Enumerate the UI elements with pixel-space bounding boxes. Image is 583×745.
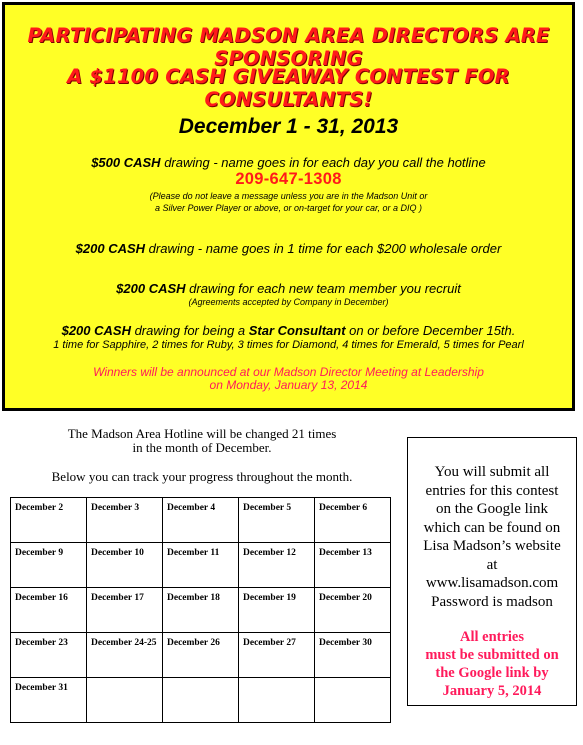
website-url: www.lisamadson.com <box>425 575 559 591</box>
submission-line: You will submit all <box>434 464 550 480</box>
calendar-cell: December 18 <box>163 588 239 633</box>
submission-line: on the Google link <box>435 501 549 517</box>
calendar-cell <box>239 678 315 723</box>
prize-recruit-amount: $200 CASH <box>116 281 186 296</box>
banner-title-line-2: A $1100 CASH GIVEAWAY CONTEST FOR CONSULTANTS! <box>67 65 510 111</box>
calendar-cell: December 31 <box>11 678 87 723</box>
star-times-line: 1 time for Sapphire, 2 times for Ruby, 3 times for Diamond, 4 times for Emerald, 5 times for Pearl <box>53 339 524 351</box>
calendar-row <box>11 498 391 543</box>
calendar-cell: December 3 <box>87 498 163 543</box>
hotline-phone: 209-647-1308 <box>235 170 342 188</box>
submission-line: entries for this contest <box>425 482 559 499</box>
prize-recruit-note: (Agreements accepted by Company in December) <box>188 297 389 307</box>
prize-wholesale-line <box>5 241 572 256</box>
submission-line: Lisa Madson’s website <box>423 538 561 554</box>
hotline-text-1: The Madson Area Hotline will be changed 21 times <box>67 426 337 441</box>
calendar-cell: December 24-25 <box>87 633 163 678</box>
deadline-line: must be submitted on <box>425 647 559 663</box>
password-line: Password is madson <box>431 593 553 610</box>
prize-star-text-a: drawing for being a <box>130 323 249 338</box>
banner-title-line-1: PARTICIPATING MADSON AREA DIRECTORS ARE SPONSORING <box>27 24 550 70</box>
prize-wholesale-amount: $200 CASH <box>75 241 146 256</box>
calendar-cell: December 10 <box>87 543 163 588</box>
calendar-cell: December 20 <box>315 588 391 633</box>
prize-recruit-text: drawing for each new team member you recruit <box>185 281 461 296</box>
calendar-cell: December 6 <box>315 498 391 543</box>
calendar-cell <box>163 678 239 723</box>
calendar-cell <box>315 678 391 723</box>
star-consultant-label: Star Consultant <box>248 323 346 338</box>
deadline-line: All entries <box>459 629 525 645</box>
submission-line: which can be found on <box>423 519 561 536</box>
prize-500-note-1: (Please do not leave a message unless you are in the Madson Unit or <box>149 191 428 201</box>
calendar-cell: December 13 <box>315 543 391 588</box>
winners-line-2: on Monday, January 13, 2014 <box>209 378 368 392</box>
contest-banner <box>2 2 575 411</box>
calendar-cell: December 9 <box>11 543 87 588</box>
calendar-cell: December 23 <box>11 633 87 678</box>
calendar-cell: December 2 <box>11 498 87 543</box>
deadline-line: the Google link by <box>435 665 549 681</box>
calendar-cell: December 4 <box>163 498 239 543</box>
calendar-row <box>11 678 391 723</box>
prize-500-line <box>5 155 572 170</box>
prize-500-amount: $500 CASH <box>91 155 161 170</box>
calendar-row <box>11 543 391 588</box>
calendar-cell: December 26 <box>163 633 239 678</box>
prize-recruit-line <box>5 281 572 296</box>
prize-star-amount: $200 CASH <box>61 323 131 338</box>
prize-500-note-2: a Silver Power Player or above, or on-target for your car, or a DIQ ) <box>154 203 423 213</box>
calendar-row <box>11 633 391 678</box>
calendar-cell: December 5 <box>239 498 315 543</box>
deadline-line: January 5, 2014 <box>442 683 542 699</box>
calendar-cell <box>87 678 163 723</box>
submission-deadline <box>412 628 572 700</box>
calendar-cell: December 30 <box>315 633 391 678</box>
calendar-cell: December 19 <box>239 588 315 633</box>
submission-instructions <box>414 463 570 611</box>
hotline-text-2: in the month of December. <box>132 440 272 455</box>
hotline-phone-line <box>5 170 572 189</box>
calendar-cell: December 17 <box>87 588 163 633</box>
calendar-cell: December 16 <box>11 588 87 633</box>
calendar-cell: December 11 <box>163 543 239 588</box>
progress-calendar <box>10 497 391 723</box>
calendar-cell: December 12 <box>239 543 315 588</box>
prize-wholesale-text: drawing - name goes in 1 time for each $200 wholesale order <box>145 241 502 256</box>
winners-line-1: Winners will be announced at our Madson Director Meeting at Leadership <box>93 365 484 379</box>
submission-line: at <box>486 556 498 573</box>
calendar-row <box>11 588 391 633</box>
prize-star-line <box>5 323 572 338</box>
prize-star-text-b: on or before December 15th. <box>345 323 516 338</box>
prize-500-text: drawing - name goes in for each day you call the hotline <box>160 155 486 170</box>
calendar-cell: December 27 <box>239 633 315 678</box>
submission-info-box <box>407 437 577 706</box>
contest-dates: December 1 - 31, 2013 <box>178 115 399 138</box>
hotline-text-3: Below you can track your progress throughout the month. <box>51 469 353 484</box>
